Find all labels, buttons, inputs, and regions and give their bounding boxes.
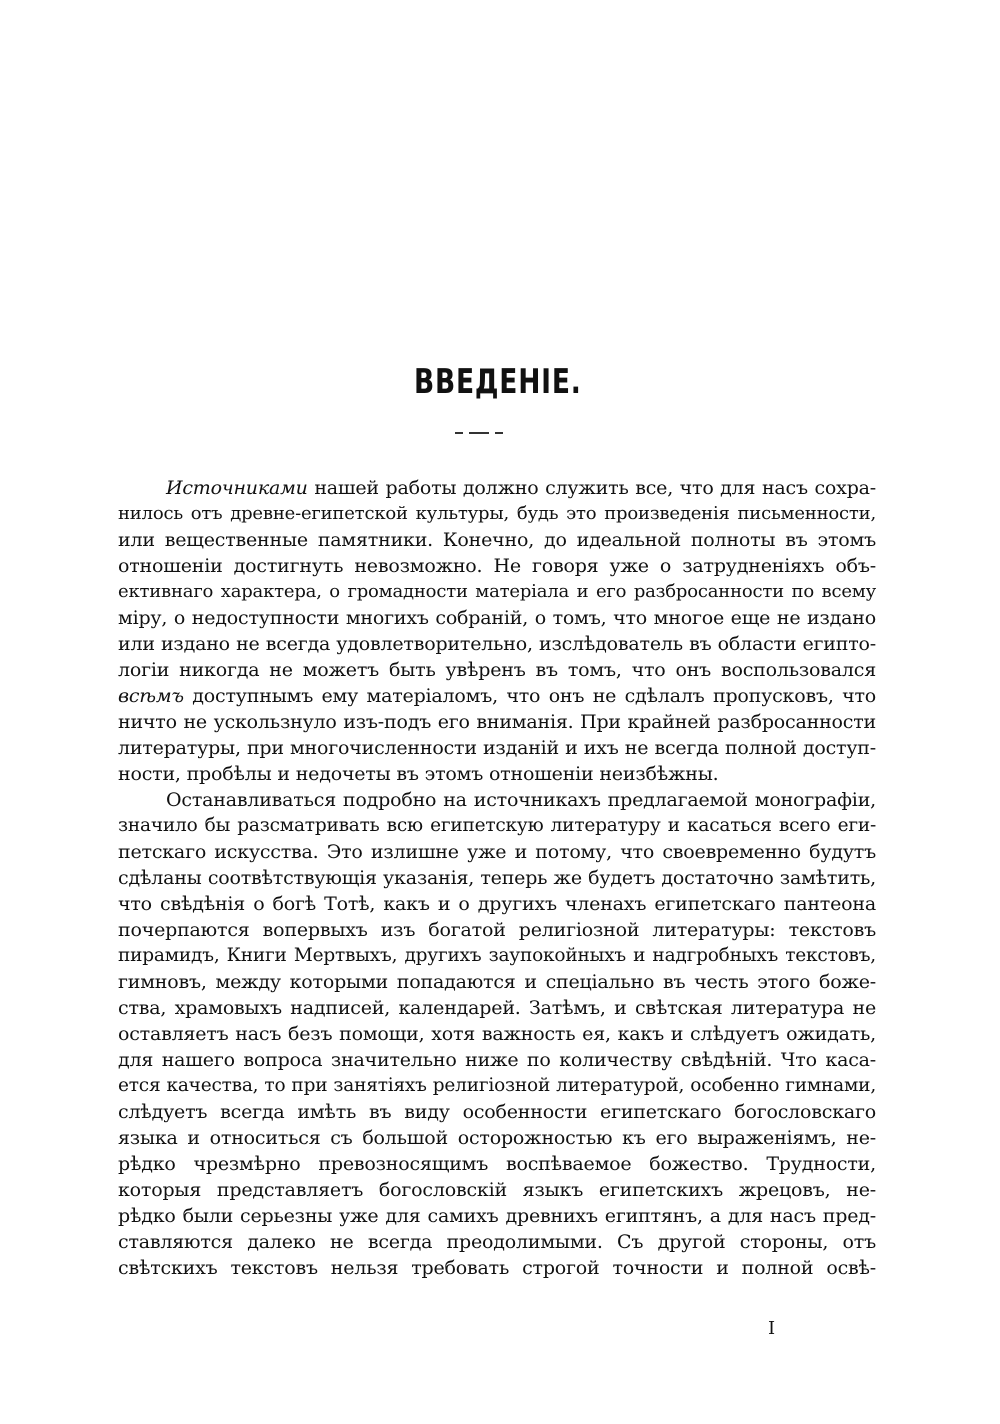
title-ornament-rule xyxy=(455,432,515,434)
text-line: ставляются далеко не всегда преодолимыми. Съ другой стороны, отъ xyxy=(118,1231,876,1253)
text-line: гимновъ, между которыми попадаются и спеціально въ честь этого боже- xyxy=(118,971,876,993)
text-line: Источниками нашей работы должно служить все, что для насъ сохра- xyxy=(166,477,876,499)
text-line: или вещественные памятники. Конечно, до идеальной полноты въ этомъ xyxy=(118,529,876,551)
text-line: оставляетъ насъ безъ помощи, хотя важность ея, какъ и слѣдуетъ ожидать, xyxy=(118,1023,876,1045)
text-line: языка и относиться съ большой осторожностью къ его выраженіямъ, не- xyxy=(118,1127,876,1149)
text-line: которыя представляетъ богословскій языкъ египетскихъ жрецовъ, не- xyxy=(118,1179,876,1201)
text-line: или издано не всегда удовлетворительно, изслѣдователь въ области египто- xyxy=(118,633,876,655)
text-line: значило бы разсматривать всю египетскую литературу и касаться всего еги- xyxy=(118,815,876,836)
text-line: ется качества, то при занятіяхъ религіозной литературой, особенно гимнами, xyxy=(118,1075,876,1096)
text-line: почерпаются вопервыхъ изъ богатой религіозной литературы: текстовъ xyxy=(118,919,876,941)
text-line: Останавливаться подробно на источникахъ предлагаемой монографіи, xyxy=(166,789,876,811)
text-line: петскаго искусства. Это излишне уже и потому, что своевременно будутъ xyxy=(118,841,876,863)
text-line: ничто не ускользнуло изъ-подъ его вниманія. При крайней разбросанности xyxy=(118,711,876,733)
text-line: міру, о недоступности многихъ собраній, о томъ, что многое еще не издано xyxy=(118,607,876,629)
chapter-title: ВВЕДЕНІЕ. xyxy=(414,362,582,402)
body-text xyxy=(118,475,876,1281)
text-line: нилось отъ древне-египетской культуры, будь это произведенія письменности, xyxy=(118,503,876,524)
paragraph-1 xyxy=(118,475,876,787)
text-line: рѣдко были серьезны уже для самихъ древнихъ египтянъ, а для насъ пред- xyxy=(118,1205,876,1227)
text-line: слѣдуетъ всегда имѣть въ виду особенности египетскаго богословскаго xyxy=(118,1101,876,1123)
text-line: рѣдко чрезмѣрно превозносящимъ воспѣваемое божество. Трудности, xyxy=(118,1153,876,1175)
text-line: всѣмъ доступнымъ ему матеріаломъ, что онъ не сдѣлалъ пропусковъ, что xyxy=(118,685,876,707)
emphasized-word: всѣмъ xyxy=(118,685,184,707)
page-number: I xyxy=(768,1318,776,1339)
text-line: что свѣдѣнія о богѣ Тотѣ, какъ и о другихъ членахъ египетскаго пантеона xyxy=(118,893,876,915)
text-line: ности, пробѣлы и недочеты въ этомъ отношеніи неизбѣжны. xyxy=(118,763,719,785)
text-line: сдѣланы соотвѣтствующія указанія, теперь же будетъ достаточно замѣтить, xyxy=(118,867,876,889)
emphasized-word: Источниками xyxy=(166,477,308,499)
text-line: ства, храмовыхъ надписей, календарей. Затѣмъ, и свѣтская литература не xyxy=(118,997,876,1019)
text-line: пирамидъ, Книги Мертвыхъ, другихъ заупокойныхъ и надгробныхъ текстовъ, xyxy=(118,945,876,966)
text-line: свѣтскихъ текстовъ нельзя требовать строгой точности и полной освѣ- xyxy=(118,1257,876,1279)
text-line: ективнаго характера, о громадности матеріала и его разбросанности по всему xyxy=(118,581,876,602)
text-line: для нашего вопроса значительно ниже по количеству свѣдѣній. Что каса- xyxy=(118,1049,876,1071)
text-line: логіи никогда не можетъ быть увѣренъ въ томъ, что онъ воспользовался xyxy=(118,659,876,681)
text-line: отношеніи достигнуть невозможно. Не говоря уже о затрудненіяхъ объ- xyxy=(118,555,876,577)
text-line: литературы, при многочисленности изданій и ихъ не всегда полной доступ- xyxy=(118,737,876,759)
paragraph-2 xyxy=(118,787,876,1281)
